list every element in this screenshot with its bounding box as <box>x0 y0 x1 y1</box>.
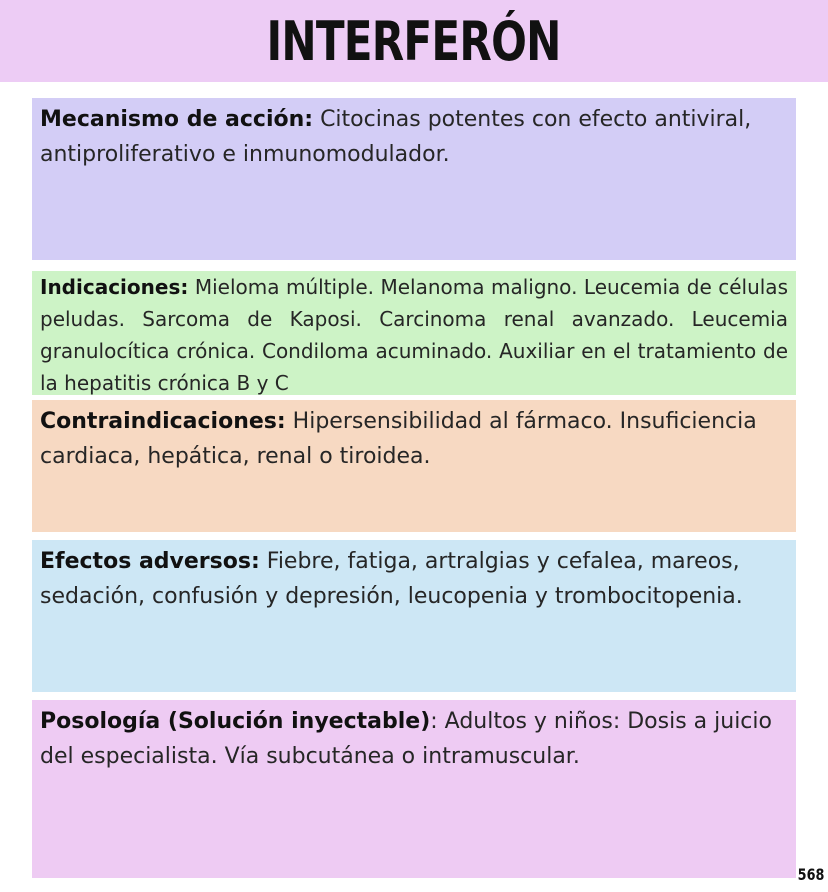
section-label: Indicaciones: <box>40 275 189 299</box>
page-number: 568 <box>797 865 824 884</box>
section-posologia <box>32 700 796 878</box>
section-text: Hipersensibilidad al fármaco. Insuficiencia cardiaca, hepática, renal o tiroidea. <box>40 409 757 469</box>
section-text: Citocinas potentes con efecto antiviral, antiproliferativo e inmunomodulador. <box>40 107 752 167</box>
section-text: : Adultos y niños: Dosis a juicio del especialista. Vía subcutánea o intramuscular. <box>40 709 772 769</box>
section-text: Mieloma múltiple. Melanoma maligno. Leucemia de células peludas. Sarcoma de Kaposi. Carcinoma renal avanzado. Leucemia granulocítica crónica. Condiloma acuminado. Auxiliar en el tratamiento de la hepatitis crónica B y C <box>40 275 788 395</box>
section-contraindicaciones <box>32 400 796 532</box>
section-text: Fiebre, fatiga, artralgias y cefalea, mareos, sedación, confusión y depresión, leucopenia y trombocitopenia. <box>40 549 743 609</box>
section-indicaciones <box>32 271 796 395</box>
section-mecanismo-de-accion <box>32 98 796 260</box>
section-label: Contraindicaciones: <box>40 409 286 434</box>
title-bar <box>0 0 828 82</box>
section-label: Efectos adversos: <box>40 549 260 574</box>
section-label: Posología (Solución inyectable) <box>40 709 431 734</box>
section-label: Mecanismo de acción: <box>40 107 314 132</box>
section-efectos-adversos <box>32 540 796 692</box>
page-title: INTERFERÓN <box>266 9 562 73</box>
